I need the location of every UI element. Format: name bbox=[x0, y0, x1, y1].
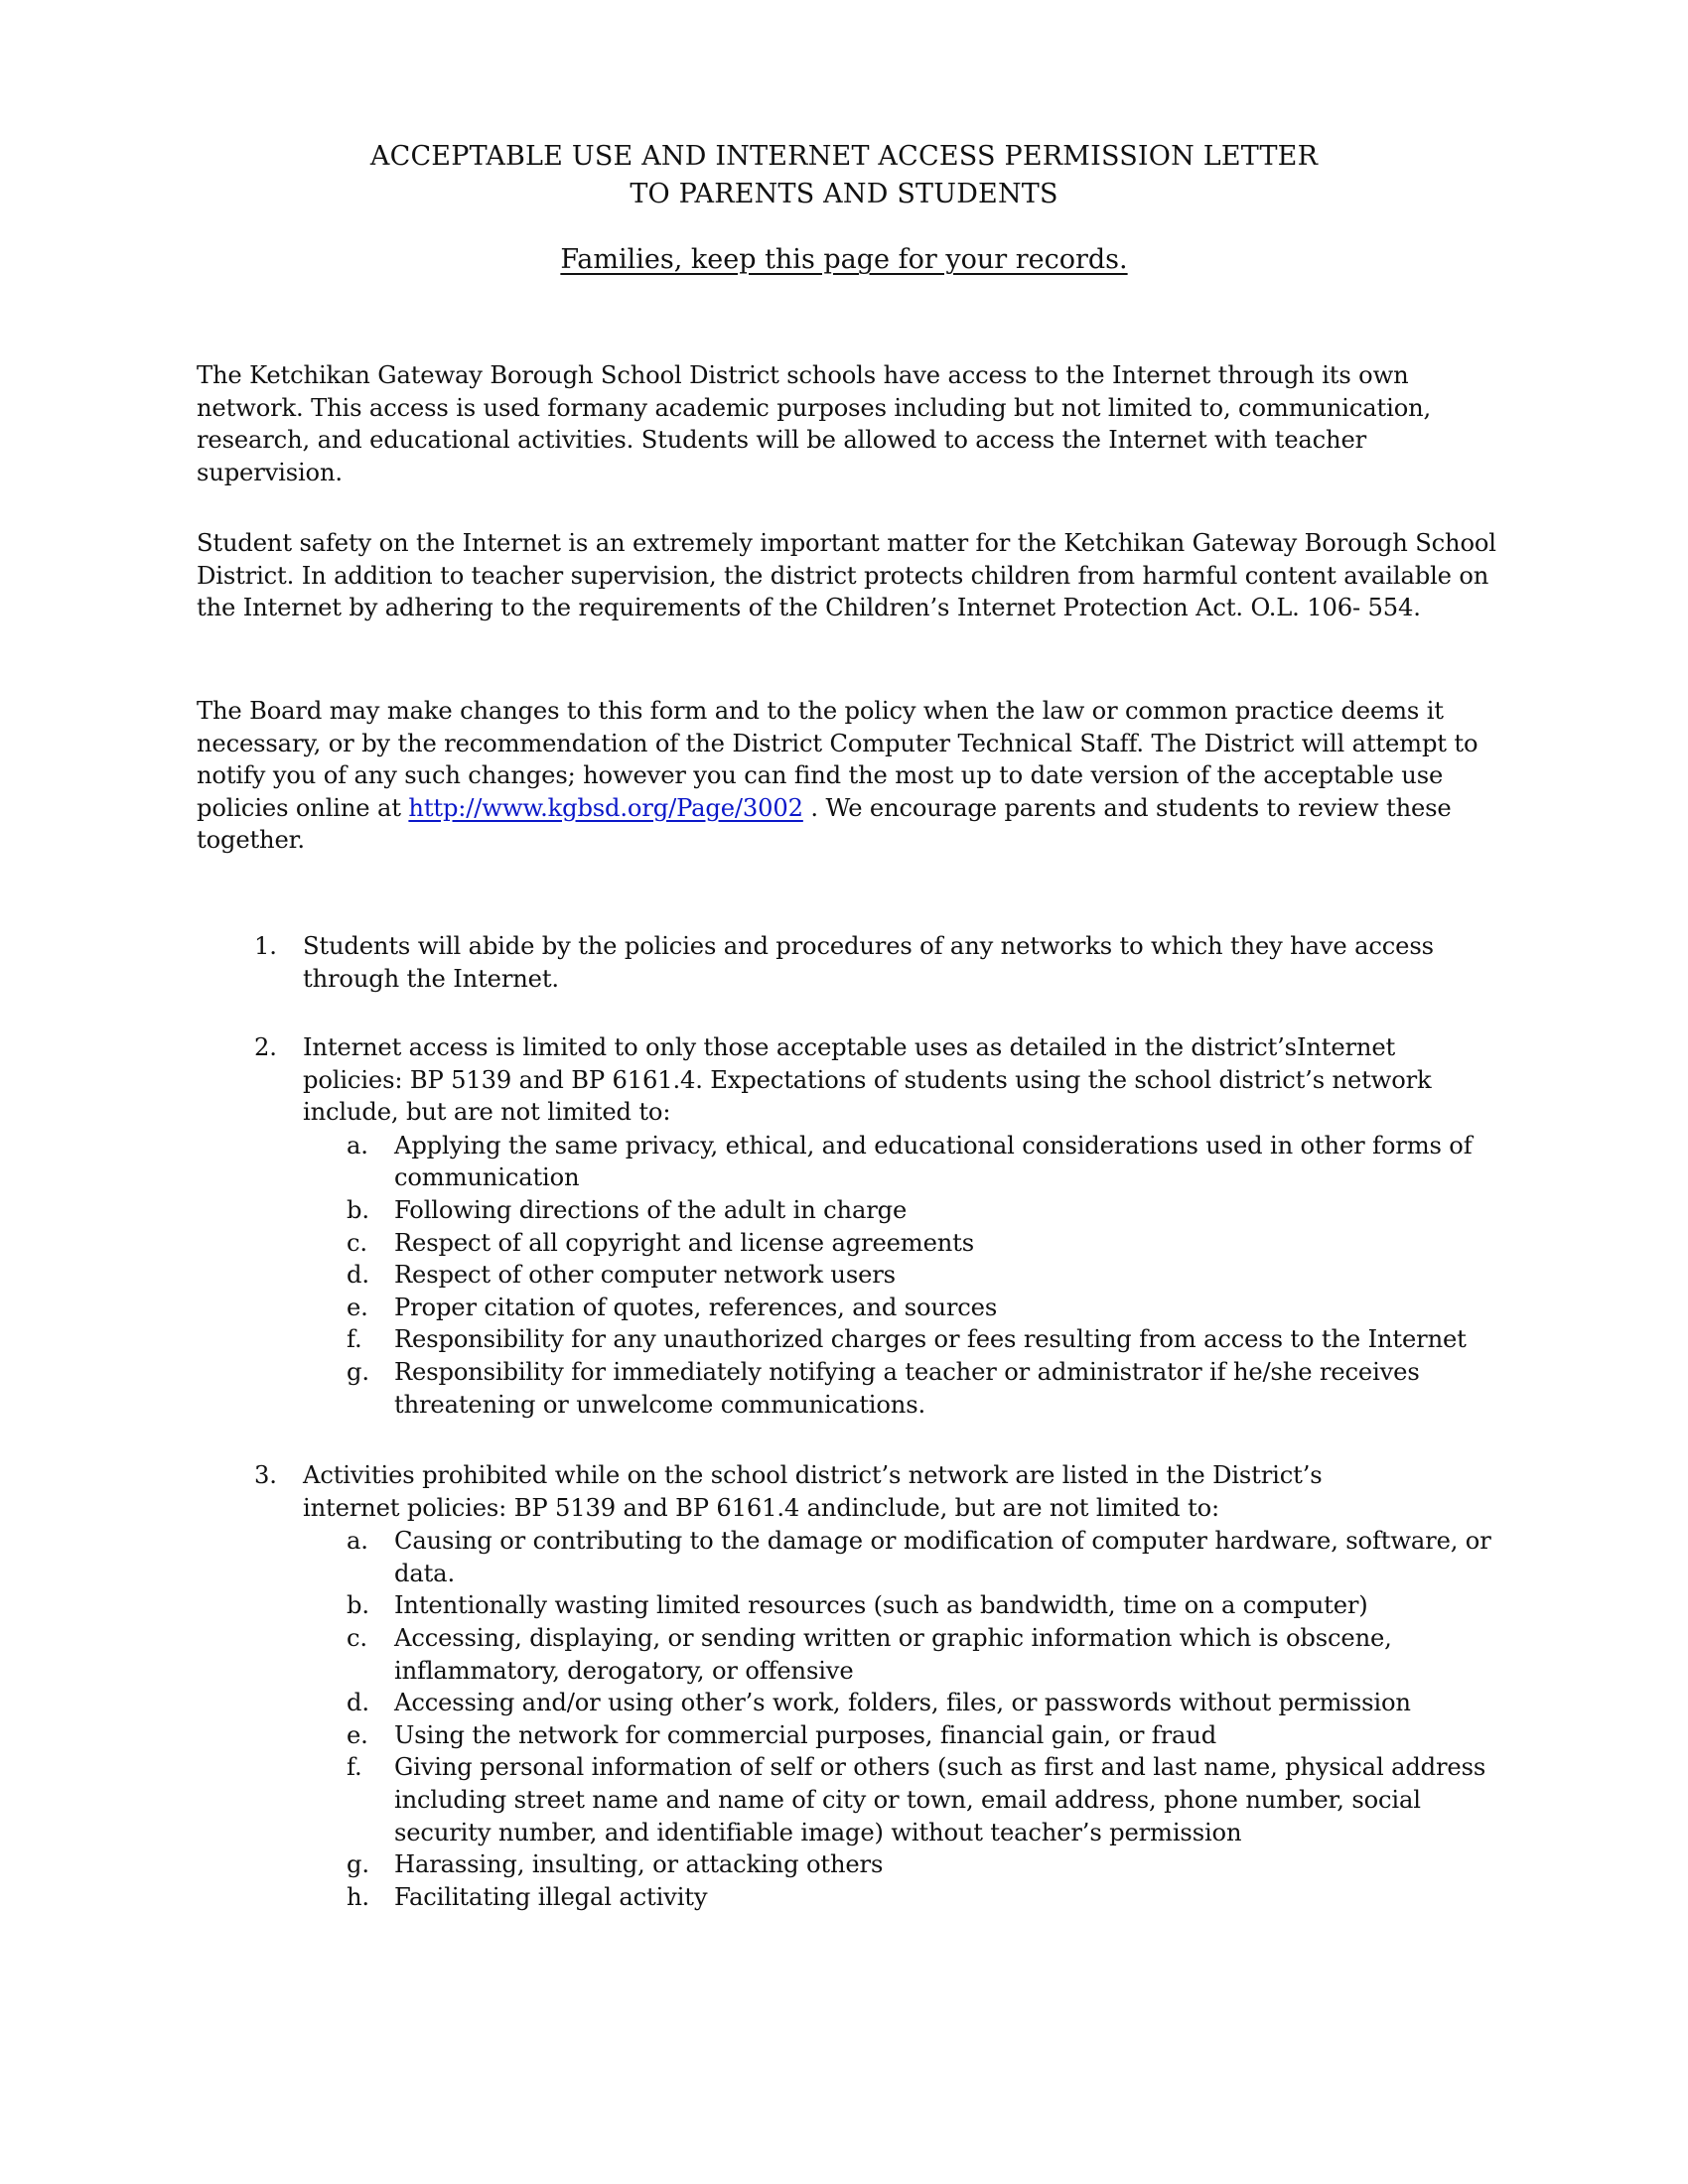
sub-list-letter: a. bbox=[347, 1131, 368, 1160]
sub-list-item bbox=[0, 1525, 1506, 1589]
keep-records-text: Families, keep this page for your records. bbox=[560, 244, 1128, 275]
title-line-1: ACCEPTABLE USE AND INTERNET ACCESS PERMISSION LETTER bbox=[369, 141, 1319, 172]
numbered-list-item-1-block bbox=[0, 930, 1688, 995]
sub-list-item bbox=[0, 1292, 1506, 1324]
sub-list-text: Respect of other computer network users bbox=[394, 1261, 896, 1290]
sub-list-letter: b. bbox=[347, 1195, 369, 1224]
list-item bbox=[0, 1459, 1499, 1524]
sub-list-letter: e. bbox=[347, 1720, 368, 1749]
sub-list-item bbox=[0, 1259, 1506, 1292]
sub-list-letter: f. bbox=[347, 1753, 362, 1782]
sub-list-text: Accessing, displaying, or sending written or graphic information which is obscene, inflammatory, derogatory, or offensive bbox=[394, 1623, 1392, 1685]
numbered-list-item-2-block bbox=[0, 1031, 1688, 1421]
sub-list-letter: d. bbox=[347, 1689, 369, 1717]
list-item-text: Internet access is limited to only those acceptable uses as detailed in the district’sInternet policies: BP 5139 and BP 6161.4. Expectations of students using the school district’s network include, but are not limited to: bbox=[303, 1033, 1432, 1127]
sub-list-letter: c. bbox=[347, 1228, 367, 1257]
sub-list-letter: h. bbox=[347, 1882, 369, 1911]
numbered-list-item-3-block bbox=[0, 1459, 1688, 1913]
paragraph-student-safety: Student safety on the Internet is an extremely important matter for the Ketchikan Gateway Borough School District. In addition to teacher supervision, the district protects children from harmful content available on the Internet by adhering to the requirements of the Children’s Internet Protection Act. O.L. 106- 554. bbox=[197, 529, 1496, 622]
sub-list-text: Applying the same privacy, ethical, and educational considerations used in other forms of communication bbox=[394, 1131, 1473, 1192]
sub-list-text: Facilitating illegal activity bbox=[394, 1882, 708, 1911]
list-number: 3. bbox=[254, 1461, 277, 1489]
sub-list-letter: g. bbox=[347, 1850, 369, 1879]
sub-list-item bbox=[0, 1323, 1506, 1356]
sub-list-text: Responsibility for any unauthorized charges or fees resulting from access to the Internet bbox=[394, 1325, 1467, 1354]
list-item bbox=[0, 930, 1499, 995]
sub-list-text: Giving personal information of self or others (such as first and last name, physical address including street name and name of city or town, email address, phone number, social security number, and identifiable image) without teacher’s permission bbox=[394, 1753, 1486, 1846]
document-title bbox=[0, 138, 1688, 213]
sub-list-letter: e. bbox=[347, 1293, 368, 1321]
sub-list-item bbox=[0, 1194, 1506, 1227]
sub-list-letter: f. bbox=[347, 1325, 362, 1354]
list-number: 2. bbox=[254, 1033, 277, 1061]
sub-list-letter: b. bbox=[347, 1591, 369, 1620]
sub-list-item bbox=[0, 1356, 1506, 1421]
sub-list-text: Proper citation of quotes, references, and sources bbox=[394, 1293, 998, 1321]
sub-list-text: Intentionally wasting limited resources (such as bandwidth, time on a computer) bbox=[394, 1591, 1368, 1620]
sub-list-letter: a. bbox=[347, 1527, 368, 1556]
policy-changes-text-end: . We encourage parents and students to review these together. bbox=[197, 793, 1452, 855]
sub-list-item bbox=[0, 1751, 1506, 1848]
sub-list-item bbox=[0, 1848, 1506, 1881]
policy-link[interactable]: http://www.kgbsd.org/Page/3002 bbox=[408, 793, 803, 822]
keep-records-note bbox=[0, 241, 1688, 279]
sub-list-item bbox=[0, 1687, 1506, 1719]
sub-list-item bbox=[0, 1227, 1506, 1260]
sub-list-item bbox=[0, 1881, 1506, 1914]
sub-list-text: Using the network for commercial purposes, financial gain, or fraud bbox=[394, 1720, 1217, 1749]
sub-list-item bbox=[0, 1589, 1506, 1622]
list-item-text-line-2: internet policies: BP 5139 and BP 6161.4 andinclude, but are not limited to: bbox=[303, 1493, 1219, 1522]
paragraph-policy-changes bbox=[197, 695, 1497, 857]
sub-list-text: Following directions of the adult in charge bbox=[394, 1195, 908, 1224]
list-item-text-line-1: Activities prohibited while on the school district’s network are listed in the District’s bbox=[303, 1461, 1323, 1489]
list-item-text: Students will abide by the policies and procedures of any networks to which they have access through the Internet. bbox=[303, 932, 1434, 993]
paragraph-internet-access: The Ketchikan Gateway Borough School District schools have access to the Internet through its own network. This access is used formany academic purposes including but not limited to, communication, research, and educational activities. Students will be allowed to access the Internet with teacher supervision. bbox=[197, 361, 1432, 486]
sub-list-text: Causing or contributing to the damage or modification of computer hardware, software, or data. bbox=[394, 1527, 1491, 1587]
sub-list-item bbox=[0, 1719, 1506, 1752]
sub-list-text: Responsibility for immediately notifying a teacher or administrator if he/she receives threatening or unwelcome communications. bbox=[394, 1357, 1420, 1419]
sub-list-text: Accessing and/or using other’s work, folders, files, or passwords without permission bbox=[394, 1689, 1411, 1717]
sub-list-letter: c. bbox=[347, 1623, 367, 1652]
sub-list-letter: g. bbox=[347, 1357, 369, 1386]
sub-list-item bbox=[0, 1130, 1506, 1194]
sub-list-text: Respect of all copyright and license agreements bbox=[394, 1228, 974, 1257]
list-item bbox=[0, 1031, 1499, 1129]
list-number: 1. bbox=[254, 932, 277, 960]
sub-list-item bbox=[0, 1622, 1506, 1687]
sub-list-letter: d. bbox=[347, 1261, 369, 1290]
title-line-2: TO PARENTS AND STUDENTS bbox=[630, 179, 1058, 209]
policy-changes-text: The Board may make changes to this form and to the policy when the law or common practice deems it necessary, or by the recommendation of the District Computer Technical Staff. The District will attempt to notify you of any such changes; however you can find the most up to date version of the acceptable use policies online at bbox=[197, 697, 1478, 822]
sub-list-text: Harassing, insulting, or attacking others bbox=[394, 1850, 884, 1879]
